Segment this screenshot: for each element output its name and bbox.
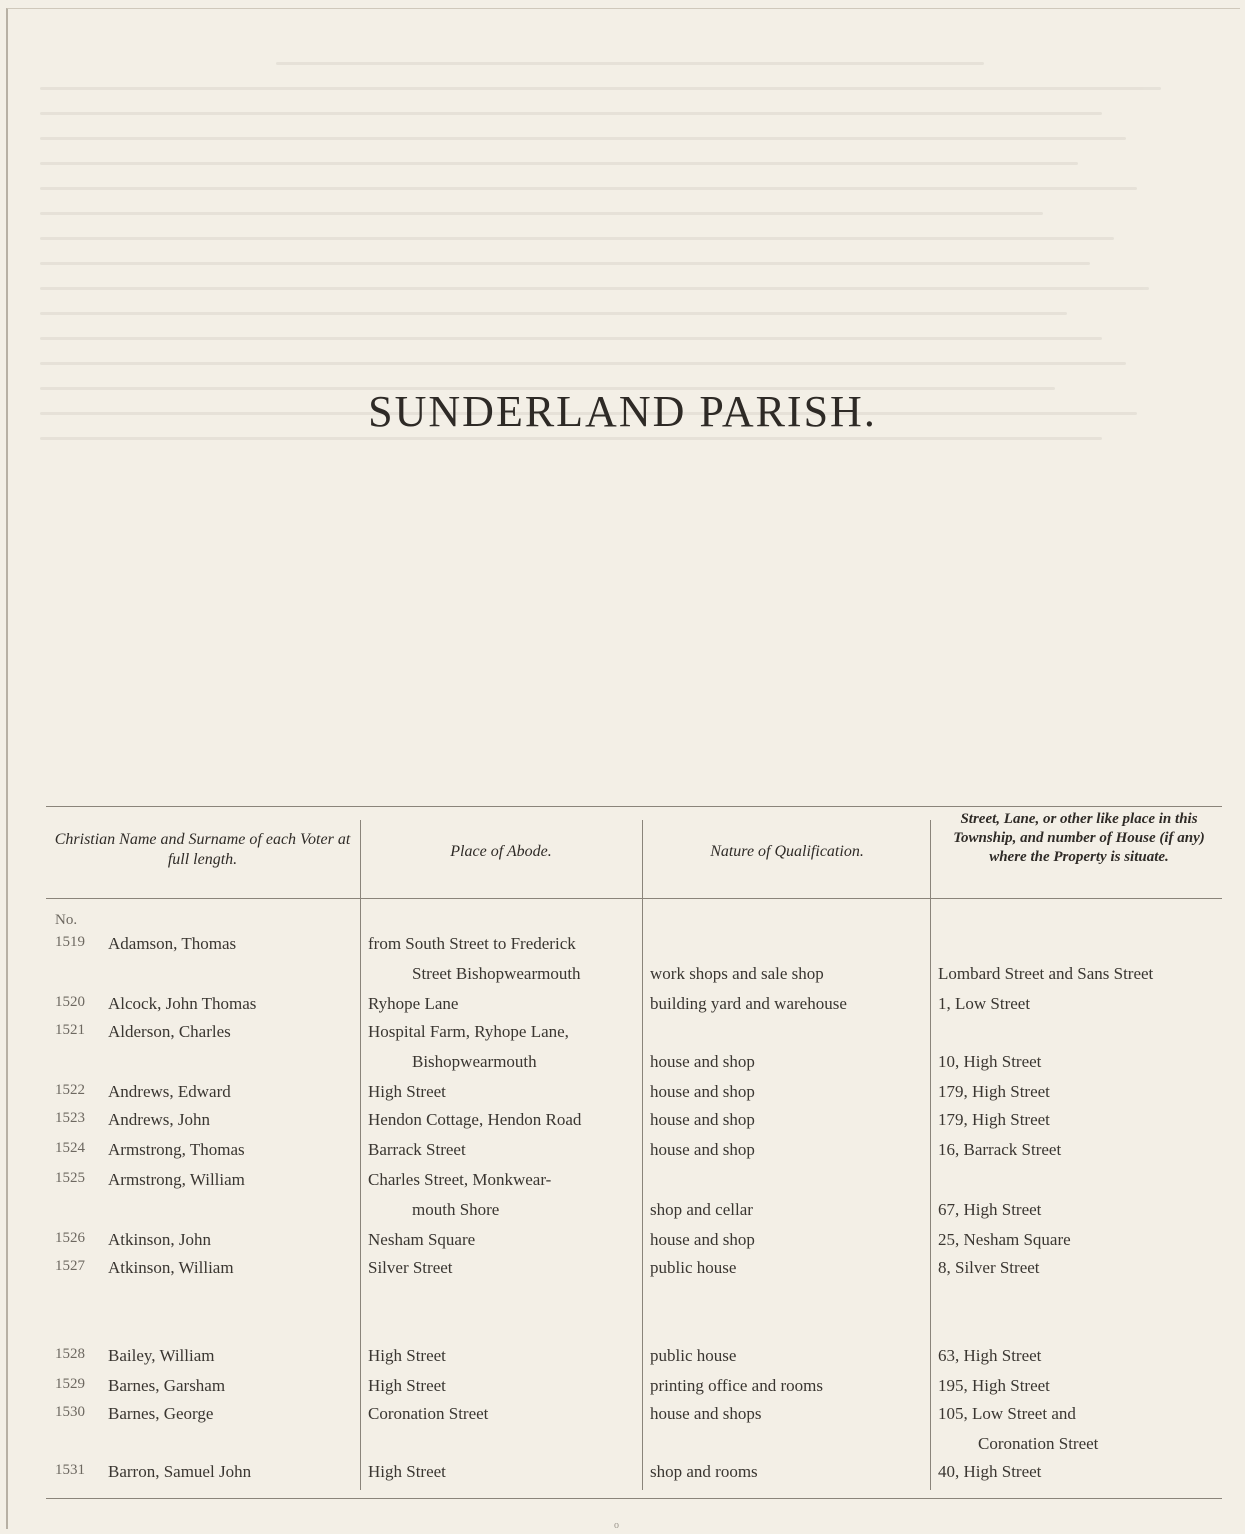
table-row [0, 1230, 1245, 1260]
nature-of-qualification: shop and rooms [650, 1462, 758, 1481]
voter-number: 1519 [55, 934, 85, 950]
place-of-abode: High Street [368, 1082, 446, 1101]
voter-name: Atkinson, John [108, 1230, 211, 1249]
place-of-abode: Hospital Farm, Ryhope Lane, [368, 1022, 569, 1041]
property-street: 63, High Street [938, 1346, 1042, 1365]
table-row [0, 964, 1245, 994]
nature-of-qualification: house and shop [650, 1052, 755, 1071]
page-border [6, 8, 1240, 1529]
voter-number: 1530 [55, 1404, 85, 1420]
place-of-abode: Charles Street, Monkwear- [368, 1170, 552, 1189]
voter-name: Adamson, Thomas [108, 934, 237, 953]
table-row [0, 1110, 1245, 1140]
table-row [0, 1346, 1245, 1376]
voter-name: Barnes, George [108, 1404, 214, 1423]
header-top-rule [46, 806, 1222, 807]
table-row [0, 1258, 1245, 1288]
table-row [0, 1462, 1245, 1492]
table-row [0, 1200, 1245, 1230]
nature-of-qualification: shop and cellar [650, 1200, 753, 1219]
column-header-qualification: Nature of Qualification. [710, 843, 864, 860]
property-street: 105, Low Street and [938, 1404, 1076, 1423]
place-of-abode: Nesham Square [368, 1230, 476, 1249]
property-street: 179, High Street [938, 1110, 1050, 1129]
place-of-abode: High Street [368, 1376, 446, 1395]
nature-of-qualification: house and shop [650, 1140, 755, 1159]
voter-name: Andrews, John [108, 1110, 210, 1129]
place-of-abode: Coronation Street [368, 1404, 489, 1423]
voter-name: Barnes, Garsham [108, 1376, 226, 1395]
voter-number: 1523 [55, 1110, 85, 1126]
voter-number: 1531 [55, 1462, 85, 1478]
voter-number: 1522 [55, 1082, 85, 1098]
property-street: 67, High Street [938, 1200, 1042, 1219]
voter-name: Bailey, William [108, 1346, 215, 1365]
property-street: 16, Barrack Street [938, 1140, 1062, 1159]
table-row [0, 1022, 1245, 1052]
property-street: 195, High Street [938, 1376, 1050, 1395]
place-of-abode: Street Bishopwearmouth [412, 964, 581, 983]
place-of-abode: High Street [368, 1462, 446, 1481]
voter-name: Alderson, Charles [108, 1022, 231, 1041]
voter-number: 1525 [55, 1170, 85, 1186]
voter-number: 1524 [55, 1140, 85, 1156]
place-of-abode: Silver Street [368, 1258, 453, 1277]
table-row [0, 1434, 1245, 1464]
table-row [0, 1052, 1245, 1082]
nature-of-qualification: building yard and warehouse [650, 994, 847, 1013]
column-header-abode: Place of Abode. [450, 843, 552, 860]
table-row [0, 1170, 1245, 1200]
column-header-street: Street, Lane, or other like place in this Township, and number of House (if any) where the Property is situate. [953, 811, 1205, 865]
nature-of-qualification: public house [650, 1258, 737, 1277]
property-street: 8, Silver Street [938, 1258, 1040, 1277]
voter-name: Armstrong, Thomas [108, 1140, 245, 1159]
table-row [0, 1376, 1245, 1406]
nature-of-qualification: house and shop [650, 1230, 755, 1249]
place-of-abode: mouth Shore [412, 1200, 500, 1219]
voter-number: 1520 [55, 994, 85, 1010]
page-title: SUNDERLAND PARISH. [368, 387, 877, 436]
property-street: 40, High Street [938, 1462, 1042, 1481]
page-folio-mark: o [614, 1520, 619, 1531]
voter-name: Alcock, John Thomas [108, 994, 257, 1013]
property-street: 179, High Street [938, 1082, 1050, 1101]
table-row [0, 994, 1245, 1024]
place-of-abode: Barrack Street [368, 1140, 466, 1159]
voter-number: 1529 [55, 1376, 85, 1392]
voter-name: Barron, Samuel John [108, 1462, 252, 1481]
nature-of-qualification: house and shop [650, 1082, 755, 1101]
voter-number: 1527 [55, 1258, 85, 1274]
place-of-abode: from South Street to Frederick [368, 934, 576, 953]
place-of-abode: Bishopwearmouth [412, 1052, 537, 1071]
voter-number: 1526 [55, 1230, 85, 1246]
nature-of-qualification: work shops and sale shop [650, 964, 824, 983]
header-bottom-rule [46, 898, 1222, 899]
property-street: 25, Nesham Square [938, 1230, 1071, 1249]
table-row [0, 1140, 1245, 1170]
place-of-abode: Hendon Cottage, Hendon Road [368, 1110, 582, 1129]
table-row [0, 1082, 1245, 1112]
property-street: 1, Low Street [938, 994, 1031, 1013]
property-street: Lombard Street and Sans Street [938, 964, 1154, 983]
property-street: 10, High Street [938, 1052, 1042, 1071]
nature-of-qualification: house and shops [650, 1404, 762, 1423]
voter-name: Andrews, Edward [108, 1082, 231, 1101]
nature-of-qualification: printing office and rooms [650, 1376, 823, 1395]
place-of-abode: High Street [368, 1346, 446, 1365]
place-of-abode: Ryhope Lane [368, 994, 459, 1013]
column-header-name: Christian Name and Surname of each Voter at full length. [54, 831, 351, 868]
voter-number: 1528 [55, 1346, 85, 1362]
voter-name: Armstrong, William [108, 1170, 245, 1189]
table-row [0, 934, 1245, 964]
nature-of-qualification: house and shop [650, 1110, 755, 1129]
property-street: Coronation Street [978, 1434, 1099, 1453]
voter-name: Atkinson, William [108, 1258, 234, 1277]
voter-number: 1521 [55, 1022, 85, 1038]
nature-of-qualification: public house [650, 1346, 737, 1365]
table-row [0, 1404, 1245, 1434]
number-column-label: No. [55, 912, 78, 928]
table-bottom-rule [46, 1498, 1222, 1499]
